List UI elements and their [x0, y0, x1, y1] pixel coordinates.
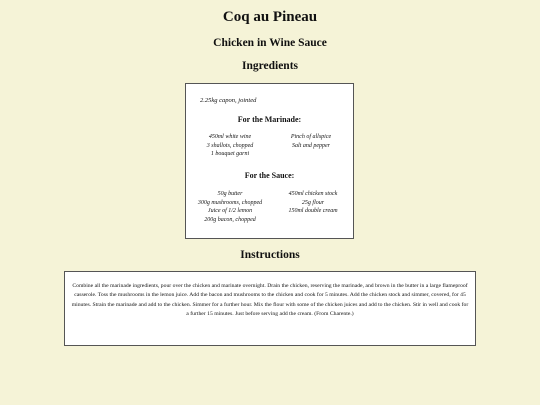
list-item: Juice of 1/2 lemon: [207, 208, 253, 214]
list-item: 1 bouquet garni: [210, 151, 250, 157]
ingredients-panel: [185, 83, 354, 239]
sauce-right-list: [274, 190, 352, 216]
main-ingredient: 2.25kg capon, jointed: [200, 97, 257, 104]
list-item: 200g bacon, chopped: [204, 216, 256, 223]
marinade-heading: For the Marinade:: [237, 115, 302, 124]
list-item: Pinch of allspice: [290, 134, 332, 140]
list-item: 450ml chicken stock: [288, 191, 338, 197]
recipe-title: Coq au Pineau: [222, 9, 318, 25]
instructions-text: Combine all the marinade ingredients, pour over the chicken and marinate overnight. Drain the chicken, reserving the marinade, and brown in the butter in a large flameproof casserole. Toss the mushrooms in the lemon juice. Add the bacon and mushrooms to the chicken and cook for 5 minutes. Add the chicken stock and simmer, covered, for 45 minutes. Strain the marinade and add to the chicken. Simmer for a further hour. Mix the flour with some of the chicken juices and add to the chicken. Stir in well and cook for a further 15 minutes. Just before serving add the cream. (From Charente.): [71, 283, 469, 318]
marinade-left-list: [194, 133, 266, 159]
list-item: 3 shallots, chopped: [206, 142, 254, 149]
marinade-right-list: [274, 133, 348, 150]
ingredients-heading: Ingredients: [241, 60, 299, 72]
list-item: Salt and pepper: [292, 142, 330, 149]
list-item: 25g flour: [301, 199, 325, 206]
sauce-heading: For the Sauce:: [244, 171, 295, 180]
list-item: 450ml white wine: [208, 134, 252, 140]
list-item: 150ml double cream: [288, 208, 338, 214]
recipe-subtitle: Chicken in Wine Sauce: [213, 37, 327, 49]
sauce-left-list: [190, 190, 270, 224]
instructions-heading: Instructions: [240, 249, 300, 261]
instructions-panel: [64, 271, 476, 346]
list-item: 300g mushrooms, chopped: [197, 199, 263, 206]
list-item: 50g butter: [217, 191, 243, 197]
